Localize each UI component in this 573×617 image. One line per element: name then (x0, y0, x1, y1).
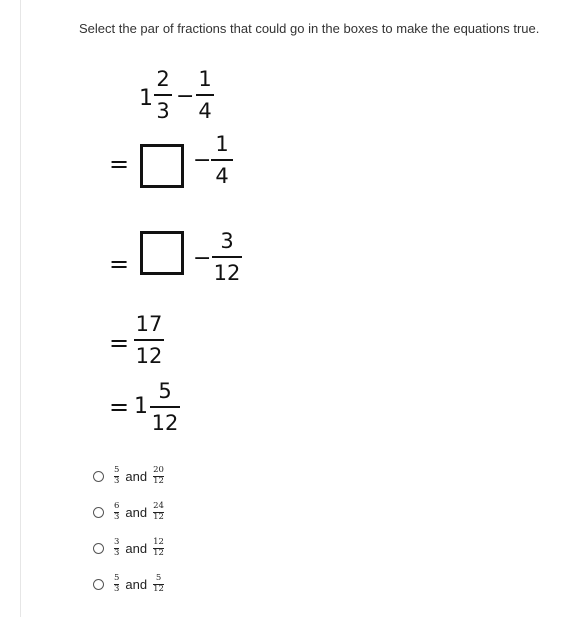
line5-fraction: 5 12 (151, 379, 179, 435)
line2-subtrahend: 1 4 (211, 134, 233, 187)
line4-equals: = (109, 329, 130, 357)
option-2-second-fraction: 24 12 (153, 501, 164, 523)
line2-minus: − (193, 148, 212, 173)
line1-fraction: 2 3 (154, 69, 172, 122)
line5-whole: 1 (134, 394, 148, 419)
answer-box-2 (140, 231, 184, 275)
radio-option-4[interactable] (93, 579, 104, 590)
option-3-and: and (125, 540, 148, 556)
option-4-second-fraction: 5 12 (153, 573, 164, 595)
option-4[interactable] (93, 571, 164, 597)
question-text: Select the par of fractions that could go in the boxes to make the equations true. (79, 21, 540, 36)
option-2-first-fraction: 6 3 (114, 501, 120, 523)
option-1[interactable] (93, 463, 164, 489)
line5-equals: = (109, 393, 130, 421)
line1-subtrahend: 1 4 (196, 69, 214, 122)
answer-box-1 (140, 144, 184, 188)
option-1-and: and (125, 468, 148, 484)
line2-equals: = (109, 150, 130, 178)
option-3-first-fraction: 3 3 (114, 537, 120, 559)
line3-minus: − (193, 246, 212, 271)
option-4-and: and (125, 576, 148, 592)
option-3[interactable] (93, 535, 164, 561)
option-1-second-fraction: 20 12 (153, 465, 164, 487)
option-2[interactable] (93, 499, 164, 525)
line4-fraction: 17 12 (135, 312, 163, 368)
line1-minus: − (176, 84, 195, 109)
line1-whole: 1 (139, 86, 153, 111)
option-2-and: and (125, 504, 148, 520)
option-4-first-fraction: 5 3 (114, 573, 120, 595)
line3-equals: = (109, 250, 130, 278)
option-1-first-fraction: 5 3 (114, 465, 120, 487)
radio-option-3[interactable] (93, 543, 104, 554)
option-3-second-fraction: 12 12 (153, 537, 164, 559)
line3-subtrahend: 3 12 (213, 229, 241, 285)
radio-option-1[interactable] (93, 471, 104, 482)
radio-option-2[interactable] (93, 507, 104, 518)
